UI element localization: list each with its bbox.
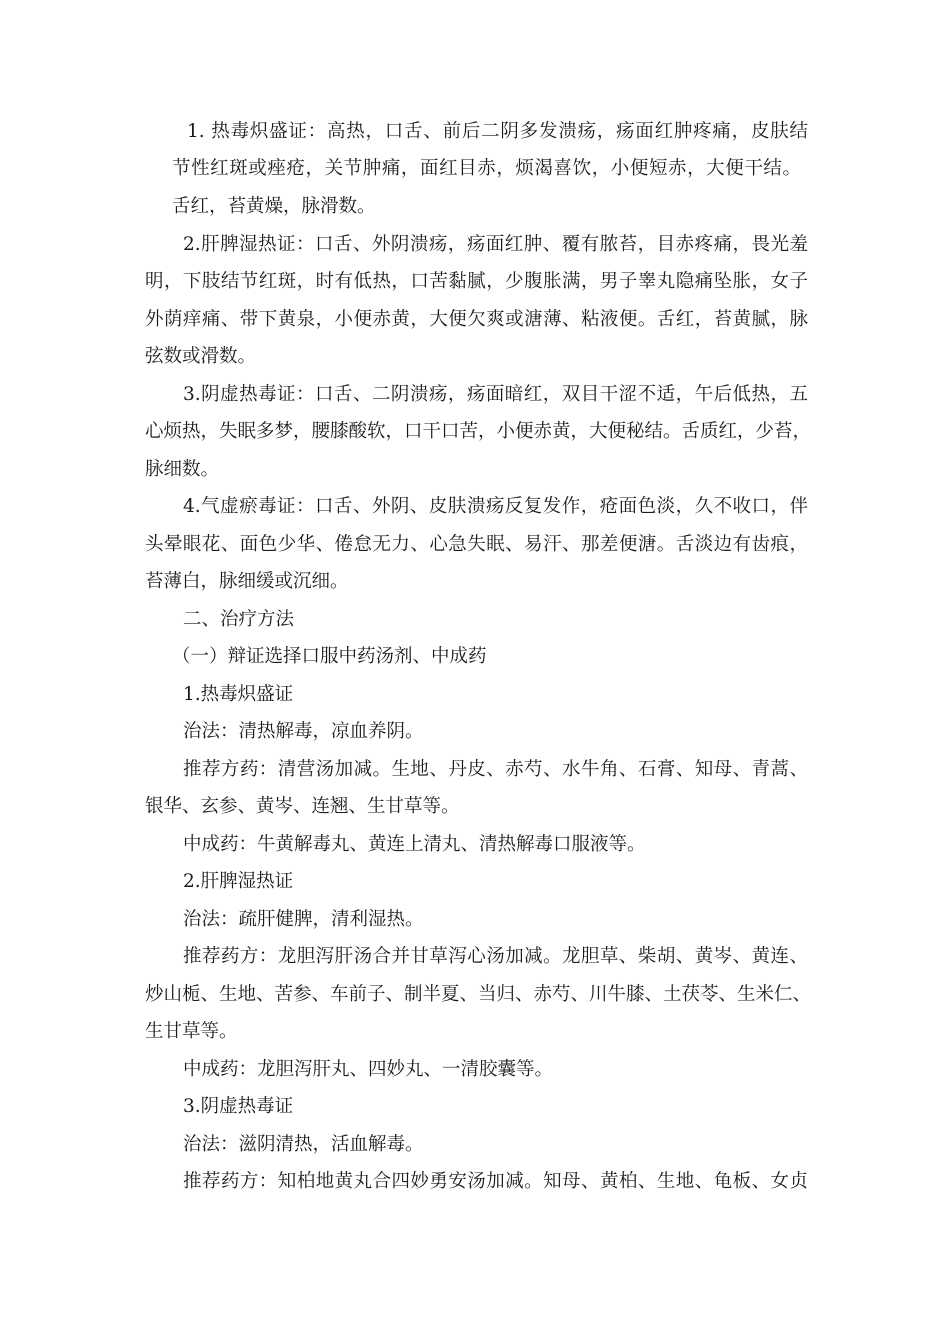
treatment-3-formula-line-1: 推荐药方：知柏地黄丸合四妙勇安汤加减。知母、黄柏、生地、龟板、女贞	[183, 1171, 808, 1192]
treatment-2-formula-line-3: 生甘草等。	[145, 1021, 238, 1042]
paragraph-4-line-1: 4.气虚瘀毒证：口舌、外阴、皮肤溃疡反复发作，疮面色淡，久不收口，伴	[183, 496, 808, 517]
treatment-1-title: 1.热毒炽盛证	[183, 684, 294, 705]
treatment-2-title: 2.肝脾湿热证	[183, 871, 294, 892]
treatment-2-formula-line-1: 推荐药方：龙胆泻肝汤合并甘草泻心汤加减。龙胆草、柴胡、黄岑、黄连、	[183, 946, 808, 967]
paragraph-2-line-4: 弦数或滑数。	[145, 346, 257, 367]
treatment-2-formula-line-2: 炒山栀、生地、苦参、车前子、制半夏、当归、赤芍、川牛膝、土茯苓、生米仁、	[145, 984, 812, 1005]
paragraph-3-line-3: 脉细数。	[145, 459, 220, 480]
paragraph-2-line-2: 明，下肢结节红斑，时有低热，口苦黏腻，少腹胀满，男子睾丸隐痛坠胀，女子	[145, 271, 808, 292]
paragraph-4-line-3: 苔薄白，脉细缓或沉细。	[145, 571, 349, 592]
treatment-2-patent: 中成药：龙胆泻肝丸、四妙丸、一清胶囊等。	[183, 1059, 554, 1080]
paragraph-2-line-3: 外荫痒痛、带下黄泉，小便赤黄，大便欠爽或溏薄、粘液便。舌红，苔黄腻，脉	[145, 309, 808, 330]
paragraph-4-line-2: 头晕眼花、面色少华、倦怠无力、心急失眠、易汗、那差便溏。舌淡边有齿痕，	[145, 534, 808, 555]
paragraph-1-line-3: 舌红，苔黄燥，脉滑数。	[172, 196, 376, 217]
treatment-2-method: 治法：疏肝健脾，清利湿热。	[183, 909, 424, 930]
paragraph-1-line-1: 1. 热毒炽盛证：高热，口舌、前后二阴多发溃疡，疡面红肿疼痛，皮肤结	[187, 121, 808, 142]
paragraph-2-line-1: 2.肝脾湿热证：口舌、外阴溃疡，疡面红肿、覆有脓苔，目赤疼痛，畏光羞	[183, 234, 808, 255]
treatment-1-patent: 中成药：牛黄解毒丸、黄连上清丸、清热解毒口服液等。	[183, 834, 646, 855]
subsection-heading: （一）辩证选择口服中药汤剂、中成药	[172, 646, 487, 667]
paragraph-3-line-2: 心烦热，失眠多梦，腰膝酸软，口干口苦，小便赤黄，大便秘结。舌质红，少苔，	[145, 421, 812, 442]
section-heading: 二、治疗方法	[183, 609, 295, 630]
treatment-3-method: 治法：滋阴清热，活血解毒。	[183, 1134, 424, 1155]
treatment-1-method: 治法：清热解毒，凉血养阴。	[183, 721, 424, 742]
paragraph-1-line-2: 节性红斑或痤疮，关节肿痛，面红目赤，烦渴喜饮，小便短赤，大便干结。	[172, 158, 801, 179]
treatment-3-title: 3.阴虚热毒证	[183, 1096, 294, 1117]
treatment-1-formula-line-2: 银华、玄参、黄岑、连翘、生甘草等。	[145, 796, 460, 817]
treatment-1-formula-line-1: 推荐方药：清营汤加减。生地、丹皮、赤芍、水牛角、石膏、知母、青蒿、	[183, 759, 808, 780]
paragraph-3-line-1: 3.阴虚热毒证：口舌、二阴溃疡，疡面暗红，双目干涩不适，午后低热，五	[183, 384, 808, 405]
